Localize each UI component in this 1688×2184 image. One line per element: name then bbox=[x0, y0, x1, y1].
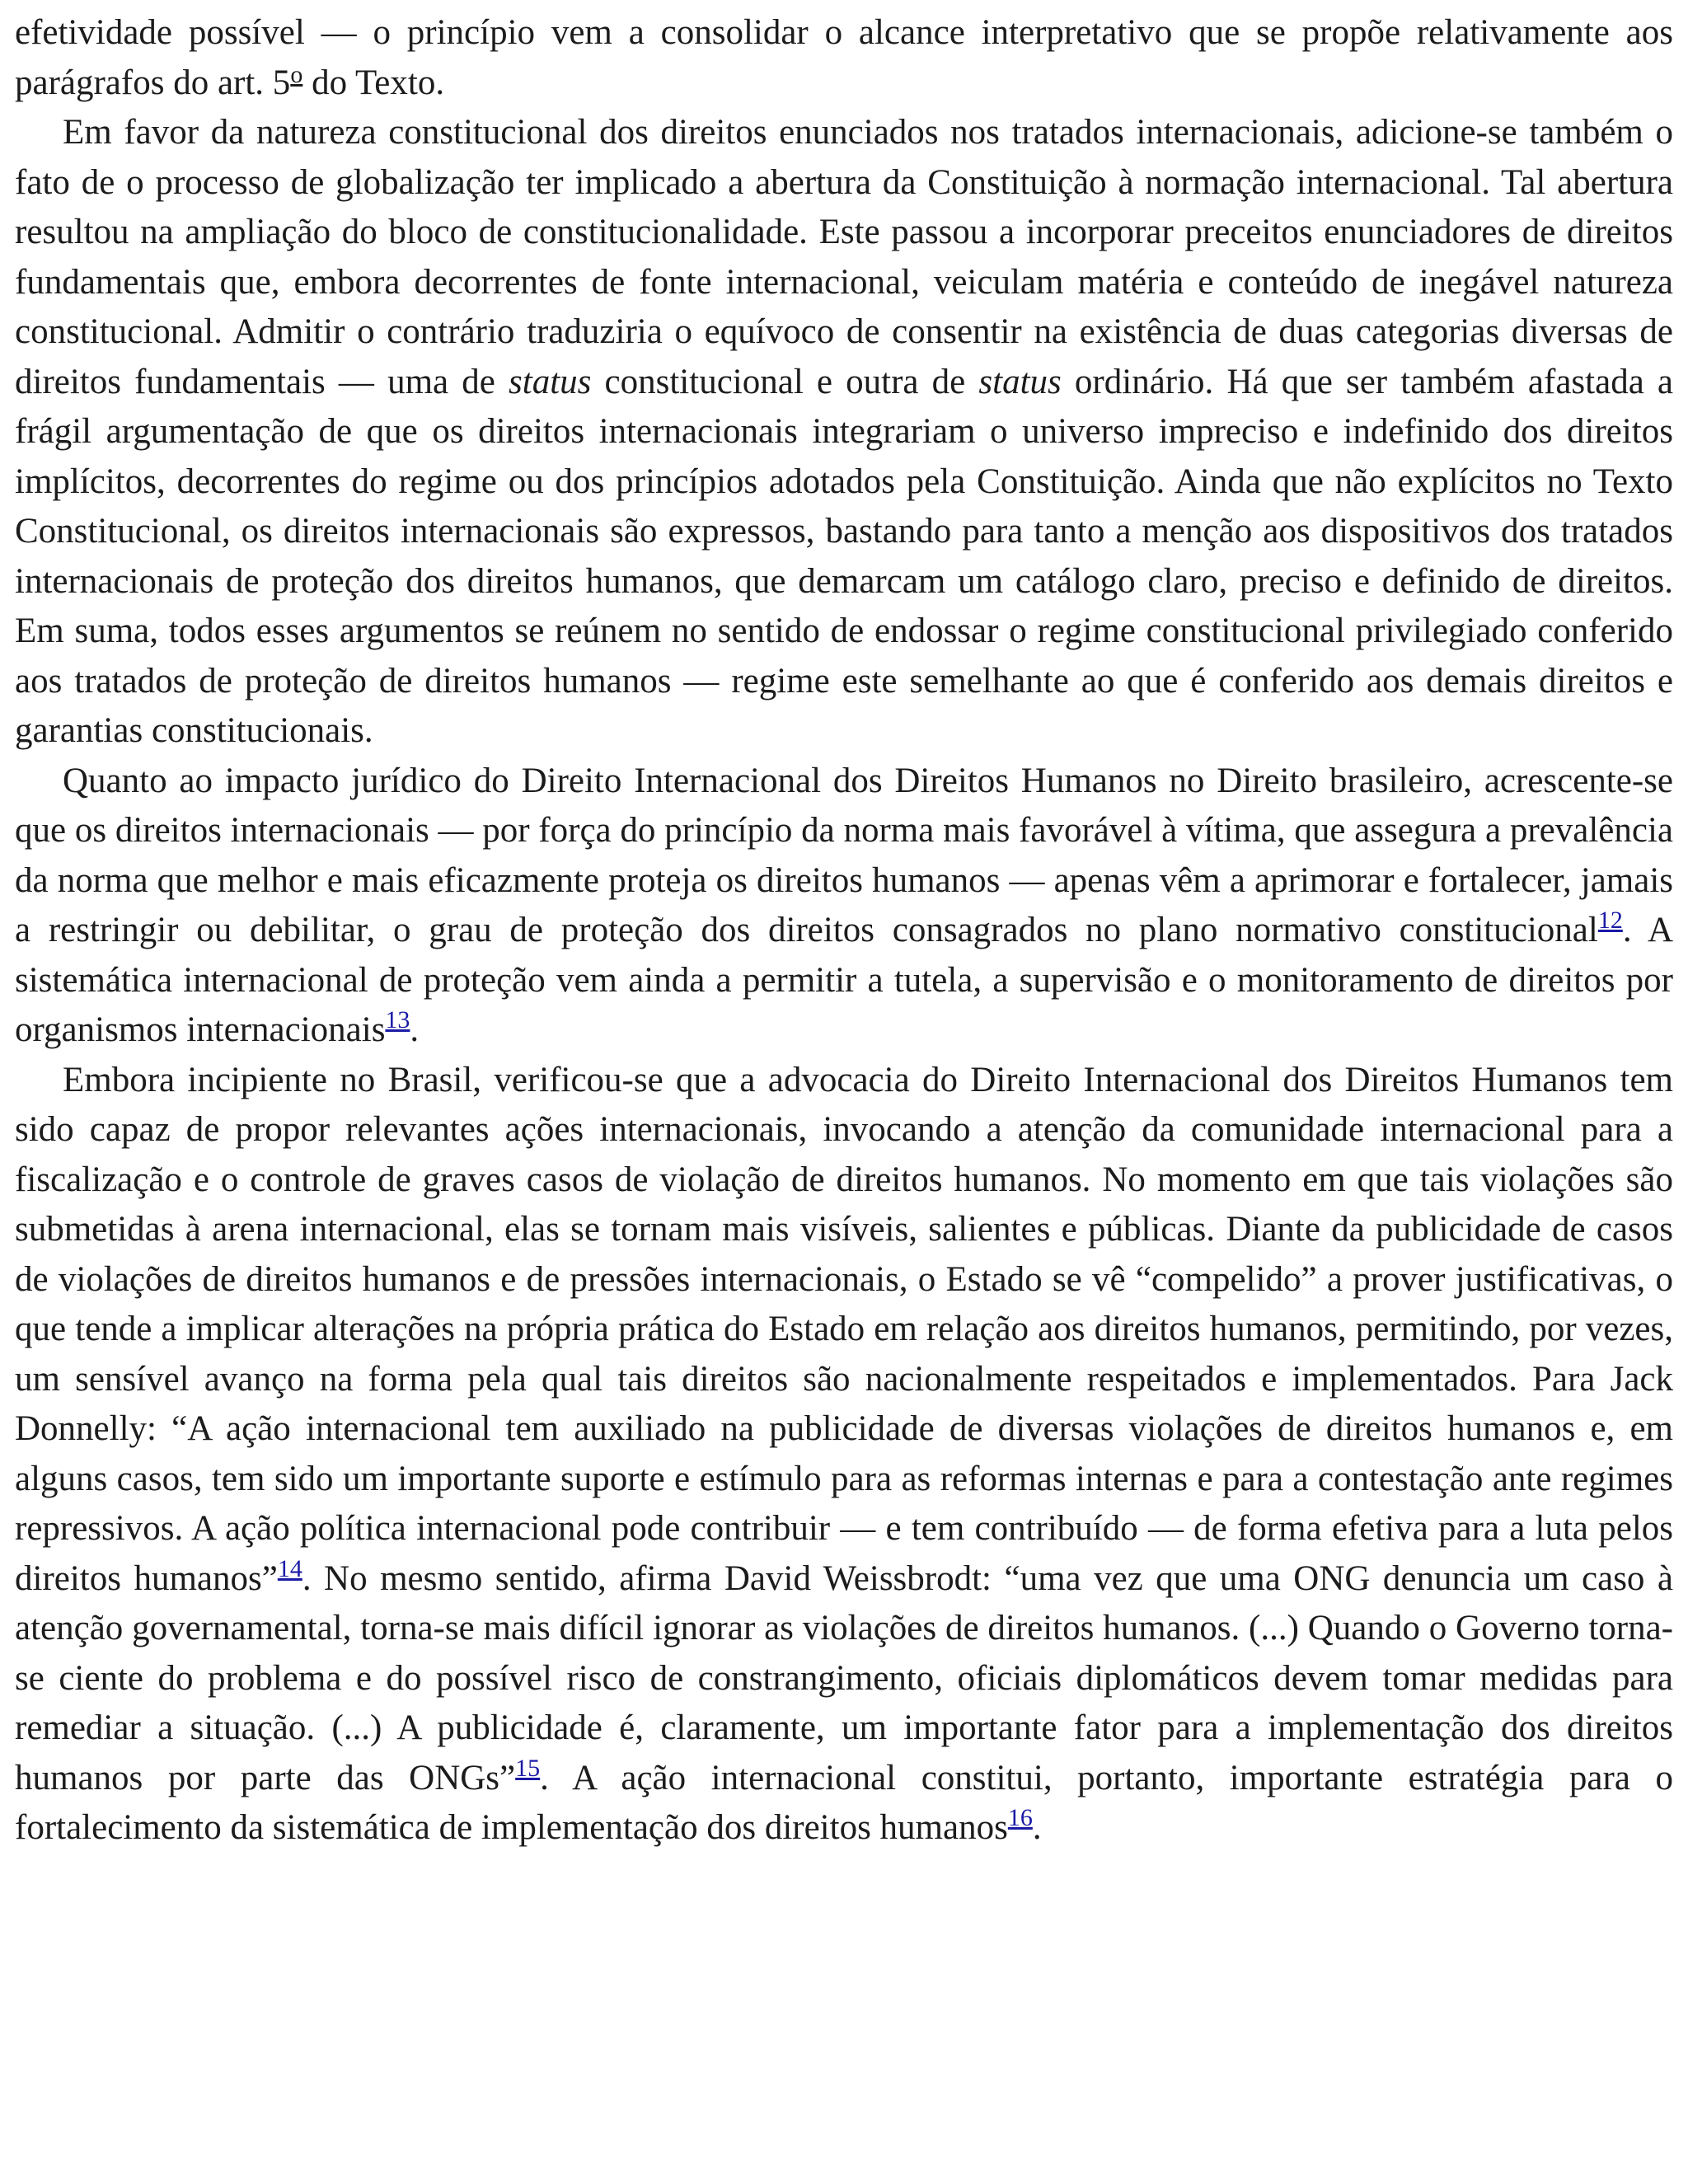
document-page bbox=[15, 8, 1673, 1854]
paragraph-2-text-2: constitucional e outra de bbox=[591, 362, 979, 401]
paragraph-4-text-3: . A ação internacional constitui, portanto, importante estratégia para o fortalecimento da sistemática de implementação dos direitos humanos bbox=[15, 1758, 1674, 1847]
paragraph-1-text: efetividade possível — o princípio vem a consolidar o alcance interpretativo que se propõe relativamente aos parágrafos do art. 5 bbox=[15, 13, 1673, 102]
paragraph-1 bbox=[15, 8, 1673, 108]
paragraph-3 bbox=[15, 757, 1673, 1056]
paragraph-1-tail: do Texto. bbox=[302, 63, 445, 102]
paragraph-3-text-1: Quanto ao impacto jurídico do Direito Internacional dos Direitos Humanos no Direito brasileiro, acrescente-se que os direitos internacionais — por força do princípio da norma mais favorável à vítima, que assegura a prevalência da norma que melhor e mais eficazmente proteja os direitos humanos — apenas vêm a aprimorar e fortalecer, jamais a restringir ou debilitar, o grau de proteção dos direitos consagrados no plano normativo constitucional bbox=[15, 761, 1673, 949]
paragraph-2 bbox=[15, 108, 1673, 757]
paragraph-3-text-3: . bbox=[410, 1010, 420, 1049]
paragraph-2-text-1: Em favor da natureza constitucional dos direitos enunciados nos tratados internacionais, adicione-se também o fato de o processo de globalização ter implicado a abertura da Constituição à normação internacional. Tal abertura resultou na ampliação do bloco de constitucionalidade. Este passou a incorporar preceitos enunciadores de direitos fundamentais que, embora decorrentes de fonte internacional, veiculam matéria e conteúdo de inegável natureza constitucional. Admitir o contrário traduziria o equívoco de consentir na existência de duas categorias diversas de direitos fundamentais — uma de bbox=[15, 113, 1673, 401]
paragraph-4-text-4: . bbox=[1032, 1808, 1042, 1847]
ordinal-indicator: o bbox=[290, 60, 303, 88]
footnote-link-14[interactable]: 14 bbox=[277, 1554, 302, 1582]
paragraph-2-text-3: ordinário. Há que ser também afastada a frágil argumentação de que os direitos internacionais integrariam o universo impreciso e indefinido dos direitos implícitos, decorrentes do regime ou dos princípios adotados pela Constituição. Ainda que não explícitos no Texto Constitucional, os direitos internacionais são expressos, bastando para tanto a menção aos dispositivos dos tratados internacionais de proteção dos direitos humanos, que demarcam um catálogo claro, preciso e definido de direitos. Em suma, todos esses argumentos se reúnem no sentido de endossar o regime constitucional privilegiado conferido aos tratados de proteção de direitos humanos — regime este semelhante ao que é conferido aos demais direitos e garantias constitucionais. bbox=[15, 362, 1674, 750]
paragraph-4-text-1: Embora incipiente no Brasil, verificou-se que a advocacia do Direito Internacional dos Direitos Humanos tem sido capaz de propor relevantes ações internacionais, invocando a atenção da comunidade internacional para a fiscalização e o controle de graves casos de violação de direitos humanos. No momento em que tais violações são submetidas à arena internacional, elas se tornam mais visíveis, salientes e públicas. Diante da publicidade de casos de violações de direitos humanos e de pressões internacionais, o Estado se vê “compelido” a prover justificativas, o que tende a implicar alterações na própria prática do Estado em relação aos direitos humanos, permitindo, por vezes, um sensível avanço na forma pela qual tais direitos são nacionalmente respeitados e implementados. Para Jack Donnelly: “A ação internacional tem auxiliado na publicidade de diversas violações de direitos humanos e, em alguns casos, tem sido um importante suporte e estímulo para as reformas internas e para a contestação ante regimes repressivos. A ação política internacional pode contribuir — e tem contribuído — de forma efetiva para a luta pelos direitos humanos” bbox=[15, 1060, 1673, 1598]
paragraph-4 bbox=[15, 1056, 1673, 1854]
footnote-link-15[interactable]: 15 bbox=[515, 1754, 541, 1782]
paragraph-4-text-2: . No mesmo sentido, afirma David Weissbrodt: “uma vez que uma ONG denuncia um caso à atenção governamental, torna-se mais difícil ignorar as violações de direitos humanos. (...) Quando o Governo torna-se ciente do problema e do possível risco de constrangimento, oficiais diplomáticos devem tomar medidas para remediar a situação. (...) A publicidade é, claramente, um importante fator para a implementação dos direitos humanos por parte das ONGs” bbox=[15, 1558, 1673, 1797]
paragraph-2-italic-2: status bbox=[978, 362, 1062, 401]
footnote-link-12[interactable]: 12 bbox=[1597, 907, 1623, 934]
footnote-link-16[interactable]: 16 bbox=[1007, 1804, 1033, 1831]
paragraph-2-italic-1: status bbox=[509, 362, 592, 401]
footnote-link-13[interactable]: 13 bbox=[385, 1006, 410, 1033]
paragraph-3-text-2: . A sistemática internacional de proteção vem ainda a permitir a tutela, a supervisão e o monitoramento de direitos por organismos internacionais bbox=[15, 911, 1673, 1049]
